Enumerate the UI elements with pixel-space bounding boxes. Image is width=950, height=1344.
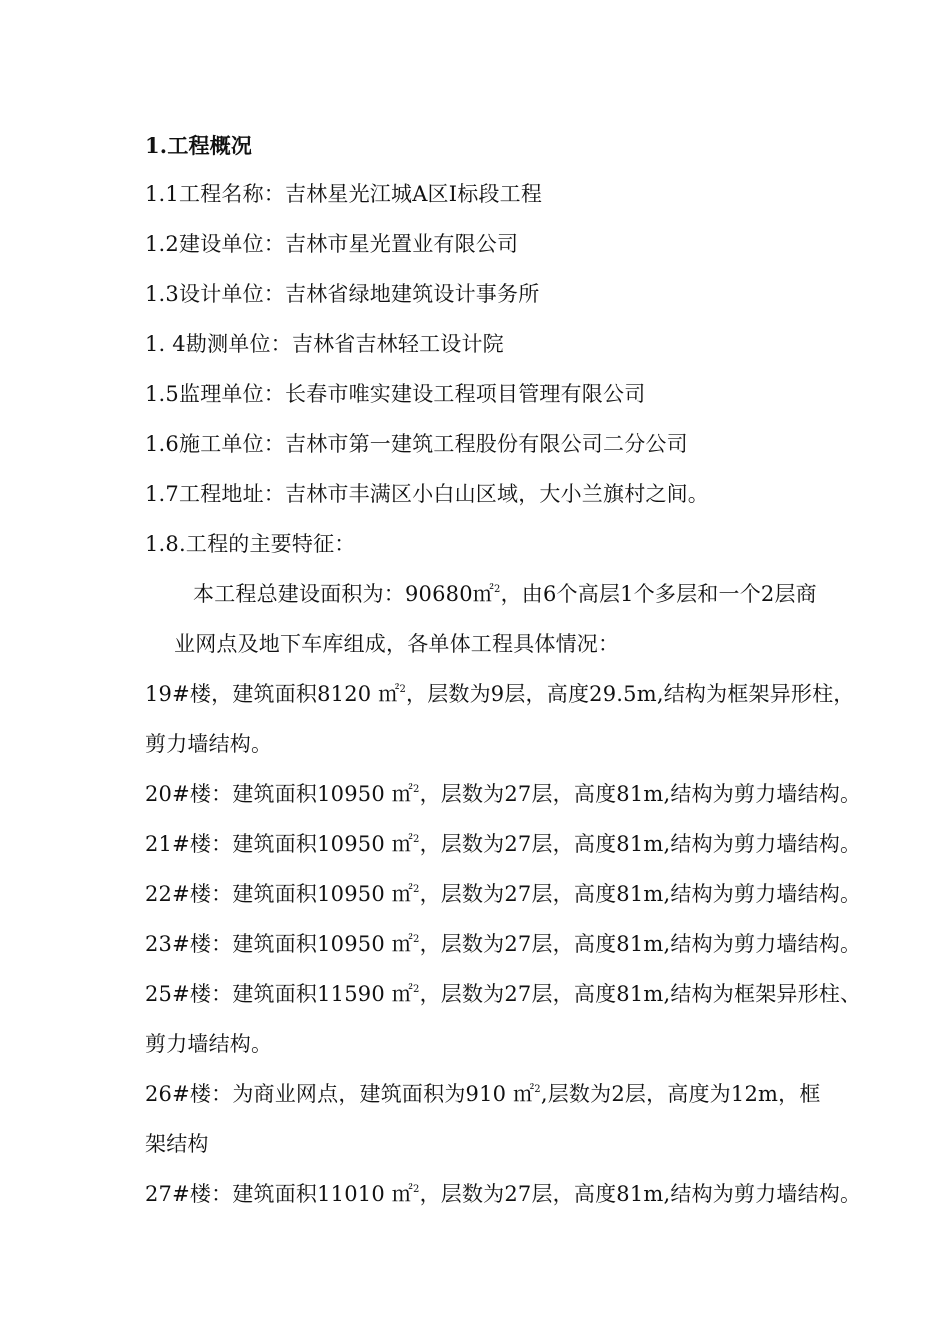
item-project-address: 1.7工程地址：吉林市丰满区小白山区域，大小兰旗村之间。 [145,482,709,506]
section-heading: 1.工程概况 [145,133,253,158]
superscript: 2 [413,834,420,845]
building-19 [145,679,855,709]
item-project-name: 1.1工程名称：吉林星光江城A区Ⅰ标段工程 [145,182,543,206]
building-25 [145,979,861,1009]
building-text: ，层数为9层，高度29.5m,结构为框架异形柱， [406,682,855,706]
item-design-unit: 1.3设计单位：吉林省绿地建筑设计事务所 [145,282,540,306]
building-text: ，层数为27层，高度81m,结构为剪力墙结构。 [419,832,862,856]
superscript: 2 [413,1184,420,1195]
building-25-cont: 剪力墙结构。 [145,1032,273,1056]
superscript: 2 [413,984,420,995]
building-27 [145,1179,861,1209]
building-20 [145,779,861,809]
item-main-features: 1.8.工程的主要特征： [145,532,356,556]
building-text: 19#楼，建筑面积8120 ㎡ [145,682,400,706]
summary-text-a: 本工程总建设面积为：90680㎡ [193,582,495,606]
superscript: 2 [494,584,501,595]
building-text: 26#楼：为商业网点，建筑面积为910 ㎡ [145,1082,535,1106]
item-construction-unit: 1.2建设单位：吉林市星光置业有限公司 [145,232,519,256]
superscript: 2 [534,1084,541,1095]
summary-text-b: ，由6个高层1个多层和一个2层商 [500,582,817,606]
building-21 [145,829,861,859]
summary-line-1 [193,579,817,609]
building-text: 20#楼：建筑面积10950 ㎡ [145,782,413,806]
building-text: 23#楼：建筑面积10950 ㎡ [145,932,413,956]
building-text: ，层数为27层，高度81m,结构为剪力墙结构。 [419,1182,862,1206]
superscript: 2 [399,684,406,695]
building-22 [145,879,861,909]
item-supervision-unit: 1.5监理单位：长春市唯实建设工程项目管理有限公司 [145,382,646,406]
building-text: ，层数为27层，高度81m,结构为剪力墙结构。 [419,932,862,956]
building-26 [145,1079,821,1109]
building-text: ，层数为27层，高度81m,结构为剪力墙结构。 [419,882,862,906]
superscript: 2 [413,884,420,895]
building-text: 21#楼：建筑面积10950 ㎡ [145,832,413,856]
building-text: 25#楼：建筑面积11590 ㎡ [145,982,413,1006]
item-builder-unit: 1.6施工单位：吉林市第一建筑工程股份有限公司二分公司 [145,432,688,456]
building-text: ,层数为2层，高度为12m，框 [540,1082,821,1106]
building-23 [145,929,861,959]
superscript: 2 [413,784,420,795]
building-26-cont: 架结构 [145,1132,209,1156]
building-text: 27#楼：建筑面积11010 ㎡ [145,1182,413,1206]
item-survey-unit: 1. 4勘测单位：吉林省吉林轻工设计院 [145,332,504,356]
building-text: 22#楼：建筑面积10950 ㎡ [145,882,413,906]
building-text: ，层数为27层，高度81m,结构为剪力墙结构。 [419,782,862,806]
superscript: 2 [413,934,420,945]
building-text: ，层数为27层，高度81m,结构为框架异形柱、 [419,982,862,1006]
summary-line-2: 业网点及地下车库组成，各单体工程具体情况： [174,632,620,656]
building-19-cont: 剪力墙结构。 [145,732,273,756]
